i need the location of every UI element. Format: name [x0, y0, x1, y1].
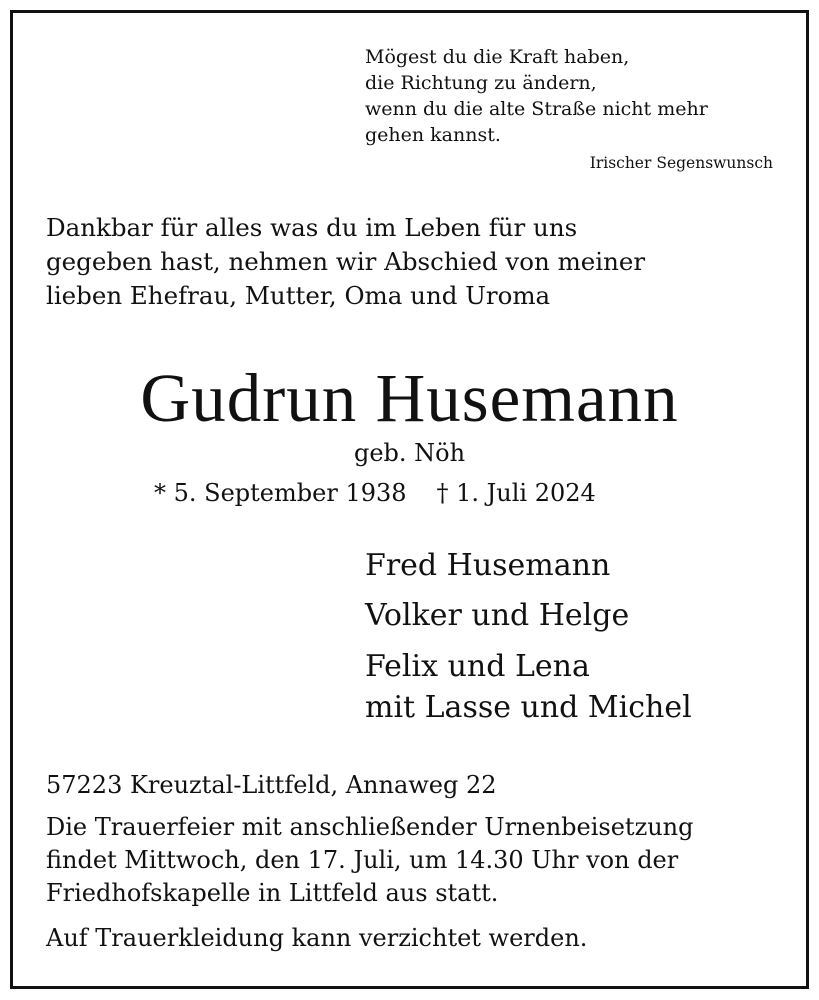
- deceased-name: Gudrun Husemann: [140, 360, 679, 436]
- ceremony-line: findet Mittwoch, den 17. Juli, um 14.30 Uhr von der: [46, 846, 679, 874]
- mourner-line: Volker und Helge: [365, 598, 630, 633]
- death-date: † 1. Juli 2024: [436, 479, 596, 507]
- quote-source: Irischer Segenswunsch: [589, 154, 773, 172]
- quote-line: Mögest du die Kraft haben,: [365, 46, 630, 68]
- mourner-line: Fred Husemann: [365, 548, 611, 583]
- intro-line: gegeben hast, nehmen wir Abschied von meiner: [46, 247, 646, 276]
- intro-line: Dankbar für alles was du im Leben für uns: [46, 213, 578, 242]
- ceremony-line: Friedhofskapelle in Littfeld aus statt.: [46, 879, 499, 907]
- quote-line: gehen kannst.: [365, 124, 501, 146]
- quote-line: wenn du die alte Straße nicht mehr: [365, 98, 708, 120]
- quote-line: die Richtung zu ändern,: [365, 72, 597, 94]
- address: 57223 Kreuztal-Littfeld, Annaweg 22: [46, 771, 497, 799]
- life-dates: [154, 479, 596, 507]
- mourner-line: mit Lasse und Michel: [365, 690, 692, 725]
- birth-date: * 5. September 1938: [154, 479, 407, 507]
- mourner-line: Felix und Lena: [365, 649, 590, 684]
- birth-name: geb. Nöh: [353, 439, 466, 467]
- ceremony-line: Die Trauerfeier mit anschließender Urnenbeisetzung: [46, 813, 694, 841]
- dress-note: Auf Trauerkleidung kann verzichtet werden.: [46, 924, 588, 952]
- intro-line: lieben Ehefrau, Mutter, Oma und Uroma: [46, 281, 551, 310]
